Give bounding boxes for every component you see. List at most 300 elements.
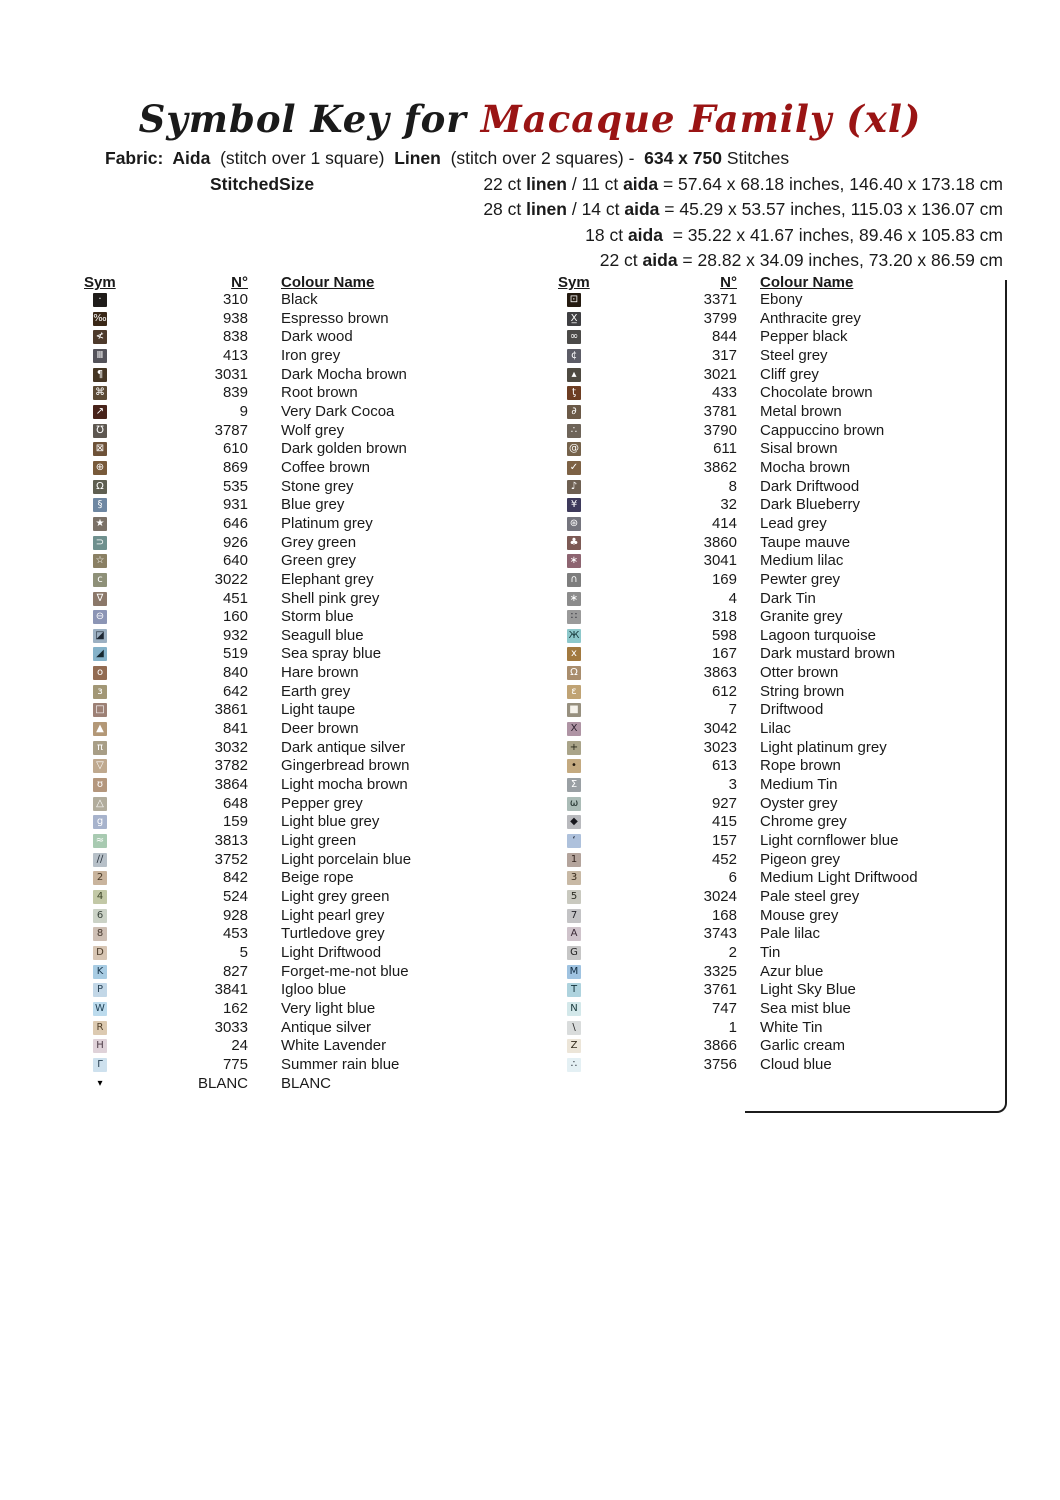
symbol-key-row [84, 515, 524, 534]
floss-number: 3860 [703, 533, 737, 551]
stitch-symbol-swatch: 7 [567, 909, 581, 923]
floss-number: 3031 [214, 365, 248, 383]
colour-name: Coffee brown [281, 458, 370, 476]
stitch-symbol-swatch: ≮ [93, 330, 107, 344]
colour-name: Elephant grey [281, 570, 374, 588]
symbol-key-row [84, 403, 524, 422]
stitch-symbol-swatch: ⊠ [93, 442, 107, 456]
floss-number: 5 [239, 943, 248, 961]
stitch-symbol-swatch: 6 [93, 909, 107, 923]
colour-name: Light blue grey [281, 813, 380, 831]
colour-name: Light Driftwood [281, 943, 382, 961]
colour-name: Pigeon grey [760, 850, 841, 868]
stitch-symbol-swatch: ʊ [93, 778, 107, 792]
floss-number: 611 [713, 440, 737, 458]
symbol-key-row [84, 720, 524, 739]
colour-name: Summer rain blue [281, 1055, 400, 1073]
floss-number: 3021 [703, 365, 737, 383]
floss-number: 3863 [703, 664, 737, 682]
stitch-symbol-swatch: Z [567, 1039, 581, 1053]
floss-number: 3743 [703, 925, 737, 943]
floss-number: 3024 [703, 888, 737, 905]
stitch-symbol-swatch: K [93, 965, 107, 979]
symbol-key-row [84, 813, 524, 832]
colour-name: Light platinum grey [760, 738, 887, 756]
floss-number: 433 [711, 384, 737, 402]
floss-number: 3862 [703, 458, 737, 476]
symbol-key-row [84, 869, 524, 888]
floss-number: 3861 [214, 701, 248, 719]
stitch-symbol-swatch: @ [569, 443, 579, 455]
stitch-symbol-swatch: ◆ [567, 815, 581, 829]
stitch-symbol-swatch: ¶ [93, 368, 107, 382]
colour-name: Lilac [760, 720, 791, 738]
stitch-symbol-swatch: ∂ [567, 405, 581, 419]
colour-name: Light cornflower blue [760, 832, 899, 850]
column-header-number: N° [231, 274, 248, 291]
stitch-symbol-swatch: ⌘ [95, 387, 105, 399]
floss-number: 3787 [214, 421, 248, 439]
colour-name: Light mocha brown [281, 776, 408, 794]
colour-name: Light grey green [281, 888, 390, 905]
floss-number: 3864 [214, 776, 248, 794]
column-header-sym: Sym [84, 274, 116, 291]
floss-number: 169 [711, 570, 737, 588]
floss-number: 3371 [703, 291, 737, 308]
colour-name: Taupe mauve [760, 533, 851, 551]
stitch-symbol-swatch: ♣ [567, 536, 581, 550]
stitch-symbol-swatch: π [93, 741, 107, 755]
colour-name: Dark wood [281, 328, 353, 346]
symbol-key-row [84, 683, 524, 702]
floss-number: 524 [222, 888, 248, 905]
stitch-symbol-swatch: Γ [93, 1058, 107, 1072]
colour-name: Cappuccino brown [760, 421, 885, 439]
symbol-key-row [84, 888, 524, 907]
colour-name: Chocolate brown [760, 384, 873, 402]
symbol-key-row [84, 757, 524, 776]
floss-number: 9 [239, 402, 248, 420]
colour-name: White Lavender [281, 1037, 387, 1055]
stitch-symbol-swatch: ▲ [93, 722, 107, 736]
symbol-key-row [84, 981, 524, 1000]
floss-number: 598 [711, 626, 737, 644]
symbol-key-row [84, 608, 524, 627]
colour-name: Dark antique silver [281, 738, 406, 756]
floss-number: 451 [222, 589, 248, 607]
stitch-symbol-swatch: ♪ [567, 480, 581, 494]
symbol-key-row [84, 664, 524, 683]
stitch-symbol-swatch: ■ [567, 703, 581, 717]
floss-number: 926 [222, 533, 248, 551]
symbol-key-row [84, 1056, 524, 1075]
stitch-symbol-swatch: ◪ [93, 629, 107, 643]
colour-name: Dark mustard brown [760, 645, 896, 663]
colour-name: Stone grey [281, 477, 354, 495]
fabric-line: Fabric: Aida (stitch over 1 square) Linen (stitch over 2 squares) - 634 x 750 Stitches [105, 148, 790, 168]
floss-number: 841 [222, 720, 248, 738]
symbol-key-row [84, 478, 524, 497]
symbol-key-row [84, 627, 524, 646]
colour-name: Dark Blueberry [760, 496, 861, 514]
colour-name: Light Sky Blue [760, 981, 856, 999]
stitch-symbol-swatch: ▴ [567, 368, 581, 382]
symbol-key-row [84, 590, 524, 609]
colour-name: Otter brown [760, 664, 839, 682]
stitch-symbol-swatch: ▽ [93, 759, 107, 773]
floss-number: 3022 [214, 570, 248, 588]
column-header-sym: Sym [558, 274, 590, 291]
floss-number: 3041 [703, 552, 737, 570]
stitch-symbol-swatch: ▾ [97, 1077, 103, 1089]
floss-number: 938 [222, 309, 248, 327]
stitch-symbol-swatch: N [567, 1002, 581, 1016]
stitch-symbol-swatch: ∗ [567, 592, 581, 606]
floss-number: 3756 [703, 1055, 737, 1073]
stitch-symbol-swatch: 3 [567, 871, 581, 885]
colour-name: Seagull blue [281, 626, 364, 644]
stitch-symbol-swatch: o [93, 666, 107, 680]
colour-name: Dark Mocha brown [281, 365, 407, 383]
colour-name: Chrome grey [760, 813, 847, 831]
stitch-symbol-swatch: T [567, 983, 581, 997]
symbol-list-left [84, 291, 524, 1093]
colour-name: White Tin [760, 1018, 823, 1036]
colour-name: Mocha brown [760, 458, 851, 476]
colour-name: Gingerbread brown [281, 757, 410, 775]
table-border-bracket [745, 280, 1007, 1113]
colour-name: Pale lilac [760, 925, 821, 943]
colour-name: String brown [760, 682, 845, 700]
symbol-key-row [84, 925, 524, 944]
floss-number: 3752 [214, 850, 248, 868]
floss-number: 840 [222, 664, 248, 682]
symbol-key-row [84, 459, 524, 478]
colour-name: Light porcelain blue [281, 850, 412, 868]
floss-number: 869 [222, 458, 248, 476]
colour-name: Metal brown [760, 402, 842, 420]
floss-number: 612 [711, 682, 737, 700]
stitch-symbol-swatch: Ω [567, 666, 581, 680]
floss-number: 640 [222, 552, 248, 570]
floss-number: 160 [222, 608, 248, 626]
floss-number: 3 [728, 776, 737, 794]
title-pattern-name: Macaque Family (xl) [480, 97, 922, 141]
colour-name: Light green [281, 832, 357, 850]
stitch-symbol-swatch: ℧ [93, 424, 107, 438]
stitch-symbol-swatch: § [93, 498, 107, 512]
symbol-key-row [84, 571, 524, 590]
floss-number: 931 [222, 496, 248, 514]
stitch-symbol-swatch: 5 [567, 890, 581, 904]
stitch-symbol-swatch: 1 [567, 853, 581, 867]
floss-number: 932 [222, 626, 248, 644]
colour-name: Very light blue [281, 999, 376, 1017]
floss-number: 3841 [214, 981, 248, 999]
colour-name: Earth grey [281, 682, 351, 700]
floss-number: 648 [222, 794, 248, 812]
colour-name: Dark Driftwood [760, 477, 860, 495]
stitch-symbol-swatch: ⊖ [93, 610, 107, 624]
floss-number: 827 [222, 962, 248, 980]
colour-name: Anthracite grey [760, 309, 861, 327]
floss-number: 839 [222, 384, 248, 402]
floss-number: 3042 [703, 720, 737, 738]
colour-name: Pewter grey [760, 570, 841, 588]
symbol-key-row [84, 944, 524, 963]
floss-number: 519 [222, 645, 248, 663]
colour-name: Pepper grey [281, 794, 363, 812]
colour-name: Igloo blue [281, 981, 347, 999]
floss-number: 3023 [703, 738, 737, 756]
stitch-symbol-swatch: X [567, 722, 581, 736]
colour-name: Black [281, 291, 318, 308]
colour-name: Mouse grey [760, 906, 839, 924]
colour-name: Lagoon turquoise [760, 626, 876, 644]
stitch-symbol-swatch: ⊕ [93, 461, 107, 475]
colour-name: Green grey [281, 552, 357, 570]
symbol-key-row [84, 328, 524, 347]
colour-name: Forget-me-not blue [281, 962, 409, 980]
symbol-key-row [84, 347, 524, 366]
stitch-symbol-swatch: Ⅲ [93, 349, 107, 363]
stitch-symbol-swatch: Ж [568, 629, 580, 641]
stitch-symbol-swatch: A [567, 927, 581, 941]
floss-number: 3866 [703, 1037, 737, 1055]
stitch-symbol-swatch: ∞ [567, 330, 581, 344]
stitch-symbol-swatch: ∕∕ [93, 853, 107, 867]
symbol-key-row [84, 291, 524, 310]
stitch-symbol-swatch: ⊡ [567, 293, 581, 307]
colour-name: Granite grey [760, 608, 843, 626]
floss-number: 167 [711, 645, 737, 663]
floss-number: 613 [711, 757, 737, 775]
floss-number: 1 [728, 1018, 737, 1036]
colour-name: Ebony [760, 291, 803, 308]
floss-number: 32 [720, 496, 737, 514]
page-title [0, 96, 1060, 142]
stitch-symbol-swatch: ∷ [567, 610, 581, 624]
floss-number: 413 [222, 346, 248, 364]
floss-number: 838 [222, 328, 248, 346]
floss-number: 842 [222, 869, 248, 887]
stitch-symbol-swatch: G [567, 946, 581, 960]
stitch-symbol-swatch: W [93, 1002, 107, 1016]
symbol-key-row [84, 310, 524, 329]
stitch-symbol-swatch: R [93, 1021, 107, 1035]
floss-number: 168 [711, 906, 737, 924]
stitched-size-line: 28 ct linen / 14 ct aida = 45.29 x 53.57 inches, 115.03 x 136.07 cm [483, 199, 1003, 220]
colour-name: Medium Light Driftwood [760, 869, 918, 887]
colour-name: Blue grey [281, 496, 345, 514]
floss-number: 775 [222, 1055, 248, 1073]
stitch-symbol-swatch: H [93, 1039, 107, 1053]
colour-name: Driftwood [760, 701, 824, 719]
floss-number: 157 [711, 832, 737, 850]
symbol-key-row [84, 851, 524, 870]
stitch-symbol-swatch: ≈ [93, 834, 107, 848]
symbol-key-row [84, 496, 524, 515]
colour-name: Oyster grey [760, 794, 838, 812]
stitch-symbol-swatch: □ [93, 703, 107, 717]
stitch-symbol-swatch: ∇ [93, 592, 107, 606]
column-header-number: N° [720, 274, 737, 291]
symbol-key-row [84, 1000, 524, 1019]
floss-number: 927 [711, 794, 737, 812]
stitch-symbol-swatch: ∩ [567, 573, 581, 587]
stitch-symbol-swatch: g [93, 815, 107, 829]
stitch-symbol-swatch: ƫ [567, 386, 581, 400]
symbol-key-row [84, 739, 524, 758]
colour-name: Antique silver [281, 1018, 372, 1036]
colour-name: Tin [760, 943, 781, 961]
floss-number: 928 [222, 906, 248, 924]
floss-number: 646 [222, 514, 248, 532]
floss-number: 452 [711, 850, 737, 868]
colour-name: Sea spray blue [281, 645, 382, 663]
colour-name: Steel grey [760, 346, 828, 364]
colour-name: Light pearl grey [281, 906, 385, 924]
stitch-symbol-swatch: x [567, 647, 581, 661]
colour-name: Hare brown [281, 664, 359, 682]
floss-number: 310 [222, 291, 248, 308]
floss-number: 3032 [214, 738, 248, 756]
floss-number: 162 [222, 999, 248, 1017]
stitch-symbol-swatch: + [567, 741, 581, 755]
symbol-key-row [84, 963, 524, 982]
colour-name: Medium lilac [760, 552, 844, 570]
stitch-symbol-swatch: ◢ [93, 647, 107, 661]
colour-name: Shell pink grey [281, 589, 380, 607]
floss-number: 747 [711, 999, 737, 1017]
stitch-symbol-swatch: 8 [93, 927, 107, 941]
floss-number: 7 [728, 701, 737, 719]
stitch-symbol-swatch: ☆ [93, 554, 107, 568]
symbol-key-row [84, 440, 524, 459]
stitched-size-label: StitchedSize [210, 174, 315, 194]
colour-name: Beige rope [281, 869, 354, 887]
colour-name: Cloud blue [760, 1055, 832, 1073]
symbol-key-row [84, 645, 524, 664]
stitched-size-line: 22 ct aida = 28.82 x 34.09 inches, 73.20 x 86.59 cm [599, 250, 1003, 271]
symbol-key-row [84, 422, 524, 441]
symbol-key-row [84, 1075, 524, 1094]
floss-number: 642 [222, 682, 248, 700]
colour-name: Dark golden brown [281, 440, 407, 458]
colour-name: BLANC [281, 1074, 332, 1092]
floss-number: 317 [711, 346, 737, 364]
floss-number: 8 [728, 477, 737, 495]
colour-name: Root brown [281, 384, 358, 402]
stitch-symbol-swatch: c [93, 573, 107, 587]
floss-number: 3033 [214, 1018, 248, 1036]
stitch-symbol-swatch: ɜ [93, 685, 107, 699]
floss-number: 3325 [703, 962, 737, 980]
floss-number: 3761 [703, 981, 737, 999]
stitched-size-line: 22 ct linen / 11 ct aida = 57.64 x 68.18 inches, 146.40 x 173.18 cm [483, 174, 1003, 194]
floss-number: 6 [728, 869, 737, 887]
floss-number: 159 [222, 813, 248, 831]
floss-number: 318 [711, 608, 737, 626]
colour-name: Cliff grey [760, 365, 819, 383]
stitch-symbol-swatch: ⊛ [567, 517, 581, 531]
floss-number: 3790 [703, 421, 737, 439]
stitch-symbol-swatch: ¥ [567, 498, 581, 512]
floss-number: 3782 [214, 757, 248, 775]
floss-number: 535 [222, 477, 248, 495]
symbol-key-row [84, 795, 524, 814]
colour-name: Rope brown [760, 757, 841, 775]
colour-name: Lead grey [760, 514, 827, 532]
floss-number: 453 [222, 925, 248, 943]
floss-number: 3781 [703, 402, 737, 420]
stitch-symbol-swatch: Σ [567, 778, 581, 792]
colour-name: Espresso brown [281, 309, 389, 327]
floss-number: 414 [711, 514, 737, 532]
floss-number: 610 [222, 440, 248, 458]
colour-name: Pepper black [760, 328, 848, 346]
colour-name: Storm blue [281, 608, 354, 626]
floss-number: 3799 [703, 309, 737, 327]
symbol-key-row [84, 552, 524, 571]
stitch-symbol-swatch: \ [567, 1021, 581, 1035]
stitch-symbol-swatch: 2 [93, 871, 107, 885]
colour-name: Light taupe [281, 701, 356, 719]
symbol-key-row [84, 1037, 524, 1056]
floss-number: BLANC [197, 1074, 248, 1092]
stitch-symbol-swatch: ∴ [567, 424, 581, 438]
stitch-symbol-swatch: ε [567, 685, 581, 699]
stitch-symbol-swatch: △ [93, 797, 107, 811]
symbol-key-row [84, 534, 524, 553]
title-prefix: Symbol Key for [138, 97, 467, 141]
floss-number: 3813 [214, 832, 248, 850]
colour-name: Very Dark Cocoa [281, 402, 395, 420]
stitch-symbol-swatch: · [93, 293, 107, 307]
stitch-symbol-swatch: M [567, 965, 581, 979]
stitch-symbol-swatch: Ω [93, 480, 107, 494]
symbol-key-row [84, 366, 524, 385]
floss-number: 24 [231, 1037, 248, 1055]
colour-name: Wolf grey [281, 421, 345, 439]
symbol-key-row [84, 384, 524, 403]
stitch-symbol-swatch: ∗ [567, 554, 581, 568]
stitched-size-lines [483, 172, 1003, 274]
colour-name: Sisal brown [760, 440, 838, 458]
colour-name: Sea mist blue [760, 999, 851, 1017]
colour-name: Grey green [281, 533, 357, 551]
stitch-symbol-swatch: 4 [93, 890, 107, 904]
colour-name: Dark Tin [760, 589, 816, 607]
symbol-key-row [84, 776, 524, 795]
floss-number: 4 [728, 589, 737, 607]
colour-name: Iron grey [281, 346, 341, 364]
floss-number: 415 [711, 813, 737, 831]
stitch-symbol-swatch: ¢ [567, 349, 581, 363]
stitch-symbol-swatch: X̲ [567, 312, 581, 326]
stitch-symbol-swatch: ✓ [567, 461, 581, 475]
floss-number: 2 [728, 943, 737, 961]
stitch-symbol-swatch: ∴ [567, 1058, 581, 1072]
stitch-symbol-swatch: ω [567, 797, 581, 811]
colour-name: Azur blue [760, 962, 824, 980]
stitch-symbol-swatch: ↗ [93, 405, 107, 419]
colour-name: Pale steel grey [760, 888, 860, 905]
colour-name: Platinum grey [281, 514, 373, 532]
colour-name: Garlic cream [760, 1037, 846, 1055]
symbol-key-row [84, 701, 524, 720]
colour-name: Turtledove grey [281, 925, 385, 943]
